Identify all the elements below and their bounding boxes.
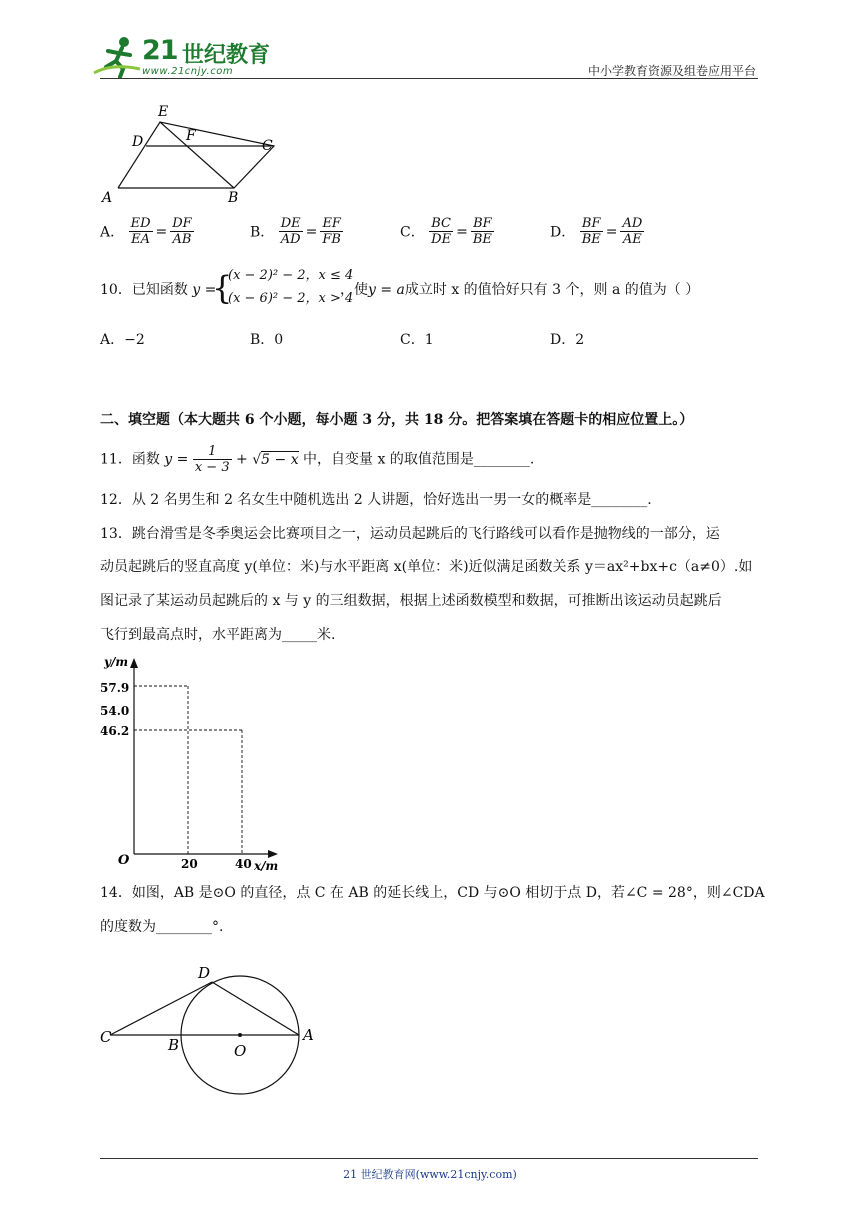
q9-option-a: A． $\frac{ED}{EA}$ = $\frac{DF}{AB}$ bbox=[100, 216, 192, 247]
q9-option-d: D． $\frac{BF}{BE}$ = $\frac{AD}{AE}$ bbox=[550, 216, 643, 247]
label-o: O bbox=[234, 1042, 247, 1060]
x-tick-label-20: 20 bbox=[181, 857, 198, 871]
label-c: C bbox=[262, 138, 273, 154]
y-axis-label: y/m bbox=[104, 655, 129, 669]
q13-line1: 13．跳台滑雪是冬季奥运会比赛项目之一，运动员起跳后的飞行路线可以看作是抛物线的一部分，运 bbox=[100, 526, 720, 542]
shape-outline bbox=[118, 122, 274, 188]
q13-line2: 动员起跳后的竖直高度 y(单位：米)与水平距离 x(单位：米)近似满足函数关系 y＝ax²+bx+c（a≠0）.如 bbox=[100, 559, 753, 575]
label-b: B bbox=[168, 1036, 180, 1054]
y-tick-label-54-0: 54.0 bbox=[100, 704, 130, 718]
x-tick-label-40: 40 bbox=[235, 857, 252, 871]
q11: 11．函数 y = $\frac{1}{x - 3}$ + √5 − x 中，自变量 x 的取值范围是________. bbox=[100, 444, 535, 475]
tangent-cd bbox=[110, 982, 212, 1035]
header-platform-text: 中小学教育资源及组卷应用平台 bbox=[587, 64, 756, 78]
q9-option-b: B． $\frac{DE}{AD}$ = $\frac{EF}{FB}$ bbox=[250, 216, 341, 247]
header-divider bbox=[100, 78, 758, 79]
x-axis-arrow bbox=[268, 850, 278, 858]
q10-option-c: C．1 bbox=[400, 332, 434, 348]
label-a: A bbox=[102, 190, 113, 206]
label-e: E bbox=[158, 104, 169, 120]
label-b: B bbox=[228, 190, 239, 206]
label-f: F bbox=[186, 128, 196, 144]
q10-option-b: B．0 bbox=[250, 332, 284, 348]
y-tick-label-57-9: 57.9 bbox=[100, 681, 130, 695]
label-a: A bbox=[303, 1026, 314, 1044]
segment-eb bbox=[160, 122, 234, 188]
circle-tangent-figure bbox=[96, 960, 326, 1100]
y-axis-arrow bbox=[130, 658, 138, 668]
runner-logo-icon bbox=[92, 33, 142, 79]
center-point bbox=[238, 1033, 242, 1037]
q10-brace: { bbox=[212, 269, 233, 307]
q10-suffix: ，使y = a成立时 x 的值恰好只有 3 个，则 a 的值为（ ） bbox=[340, 282, 700, 298]
y-tick-label-46-2: 46.2 bbox=[100, 724, 130, 738]
label-c: C bbox=[100, 1028, 112, 1046]
q13-line3: 图记录了某运动员起跳后的 x 与 y 的三组数据，根据上述函数模型和数据，可推断出该运动员起跳后 bbox=[100, 593, 722, 609]
q10-prefix: 10．已知函数 y = bbox=[100, 282, 217, 298]
label-d: D bbox=[132, 134, 144, 150]
q14-line1: 14．如图，AB 是⊙O 的直径，点 C 在 AB 的延长线上，CD 与⊙O 相切于点 D，若∠C = 28°，则∠CDA bbox=[100, 885, 765, 901]
parallelogram-figure bbox=[98, 100, 288, 206]
origin-label: O bbox=[118, 853, 130, 868]
logo-digits: 21 bbox=[142, 35, 178, 66]
section-2-title: 二、填空题（本大题共 6 个小题，每小题 3 分，共 18 分。把答案填在答题卡的相应位置上。） bbox=[100, 412, 694, 428]
logo-chars: 世纪教育 bbox=[182, 43, 271, 68]
q13-line4: 飞行到最高点时，水平距离为_____米. bbox=[100, 627, 336, 643]
q9-option-c: C． $\frac{BC}{DE}$ = $\frac{BF}{BE}$ bbox=[400, 216, 492, 247]
q12: 12．从 2 名男生和 2 名女生中随机选出 2 人讲题，恰好选出一男一女的概率是________. bbox=[100, 492, 652, 508]
logo-url: www.21cnjy.com bbox=[142, 66, 234, 77]
q10-cases: (x − 2)² − 2，x ≤ 4 (x − 6)² − 2，x > 4 bbox=[228, 268, 354, 306]
q10-option-a: A．−2 bbox=[100, 332, 145, 348]
footer-divider bbox=[100, 1158, 758, 1159]
footer-text: 21 世纪教育网(www.21cnjy.com) bbox=[343, 1168, 517, 1181]
chart-guides bbox=[134, 686, 242, 854]
label-d: D bbox=[198, 964, 211, 982]
q10-option-d: D．2 bbox=[550, 332, 585, 348]
x-axis-label: x/m bbox=[254, 859, 279, 873]
chord-da bbox=[212, 982, 299, 1035]
q13-chart bbox=[100, 650, 290, 876]
q14-line2: 的度数为________°. bbox=[100, 919, 224, 935]
